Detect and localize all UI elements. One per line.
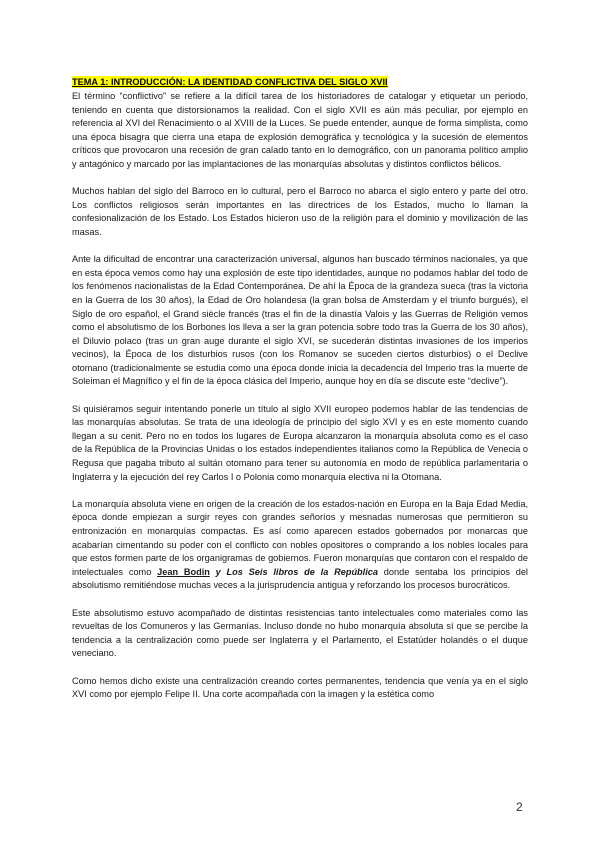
paragraph-5-text: La monarquía absoluta viene en origen de la creación de los estados-nación en Europa en la Baja Edad Media, época donde empiezan a surgir reyes con grandes señoríos y mesnadas numerosas que permitieron su entronización en monarquías compactas. Es así como aparecen estados gobernados por monarcas que acabarían cimentando su poder con el conflicto con nobles opositores o comprando a los nobles locales para que estos formen parte de los organigramas de gobiernos. Fueron monarquías que contaron con el respaldo de intelectuales como: [72, 498, 528, 577]
paragraph-5: [72, 498, 528, 593]
paragraph-3: Ante la dificultad de encontrar una caracterización universal, algunos han buscado términos nacionales, ya que en esta época vemos como hay una explosión de este tipo identidades, aunque no podamos hablar del todo de los fenómenos nacionalistas de la Edad Contemporánea. De ahí la Época de la grandeza sueca (tras la victoria en la Guerra de los 30 años), la Edad de Oro holandesa (la gran bolsa de Amsterdam y el triunfo burgués), el Siglo de oro español, el Grand siècle francés (tras el fin de la dinastía Valois y las Guerras de Religión vemos como el absolutismo de los Borbones los lleva a ser la gran potencia sobre todo tras la Guerra de los 30 años), el Diluvio polaco (tras un gran auge durante el siglo XVI, se sucederán distintas invasiones de los imperios vecinos), la Época de los disturbios rusos (con los Romanov se suceden ciertos disturbios) o el Declive otomano (tradicionalmente se estudia como una época donde inicia la decadencia del Imperio tras la muerte de Soleiman el Magnífico y el fin de la época clásica del Imperio, aunque hoy en día se discute este “declive”).: [72, 254, 528, 387]
paragraph-7: Como hemos dicho existe una centralización creando cortes permanentes, tendencia que venía ya en el siglo XVI como por ejemplo Felipe II. Una corte acompañada con la imagen y la estética como: [72, 675, 528, 700]
paragraph-4: Si quisiéramos seguir intentando ponerle un título al siglo XVII europeo podemos hablar de las tendencias de las monarquías absolutas. Se trata de una ideología de principio del siglo XVI y es en este momento cuando llegan a su cenit. Pero no en todos los lugares de Europa alcanzaron la monarquía absoluta como es el caso de la República de la Provincias Unidas o los estados independientes italianos como la República de Venecia o Regusa que pagaba tributo al sultán otomano para tener su autonomía en modo de república parlamentaria o Inglaterra y la ejecución del rey Carlos I o Polonia como monarquía electiva ni la Otomana.: [72, 403, 528, 482]
document-page: [72, 72, 528, 702]
conjunction: y: [209, 566, 227, 577]
paragraph-5-end: donde sentaba los principios del absolutismo remitiéndose muchas veces a la jurisprudencia antigua y reforzando los procesos burocráticos.: [72, 566, 528, 591]
page-number: 2: [516, 800, 523, 814]
paragraph-1: El término “conflictivo” se refiere a la difícil tarea de los historiadores de catalogar y etiquetar un periodo, teniendo en cuenta que distorsionamos la realidad. Con el siglo XVII es aún más peculiar, por ejemplo en referencia al XVI del Renacimiento o al XVIII de la Luces. Se puede entender, aunque de forma simplista, como una época bisagra que cierra una etapa de explosión demográfica y tecnológica y la sucesión de elementos críticos que provocaron una recesión de gran calado tanto en lo demográfico, con un panorama político amplio y antagónico y marcado por las implantaciones de las monarquías absolutas y distintos conflictos bélicos.: [72, 91, 528, 169]
paragraph-6: Este absolutismo estuvo acompañado de distintas resistencias tanto intelectuales como materiales como las revueltas de los Comuneros y las Germanías. Incluso donde no hubo monarquía absoluta sí que se percibe la tendencia a la centralización como puede ser Inglaterra y el Parlamento, el Estatúder holandés o el duque veneciano.: [72, 607, 528, 659]
paragraph-2: Muchos hablan del siglo del Barroco en lo cultural, pero el Barroco no abarca el siglo entero y parte del otro. Los conflictos religiosos serán importantes en las directrices de los Estados, mucho lo llaman la confesionalización de los Estado. Los Estados hicieron uso de la religión para el dominio y movilización de las masas.: [72, 186, 528, 237]
section-title: TEMA 1: INTRODUCCIÓN: LA IDENTIDAD CONFLICTIVA DEL SIGLO XVII: [72, 77, 388, 87]
author-name: Jean Bodin: [157, 566, 210, 577]
book-title: Los Seis libros de la República: [226, 566, 378, 577]
